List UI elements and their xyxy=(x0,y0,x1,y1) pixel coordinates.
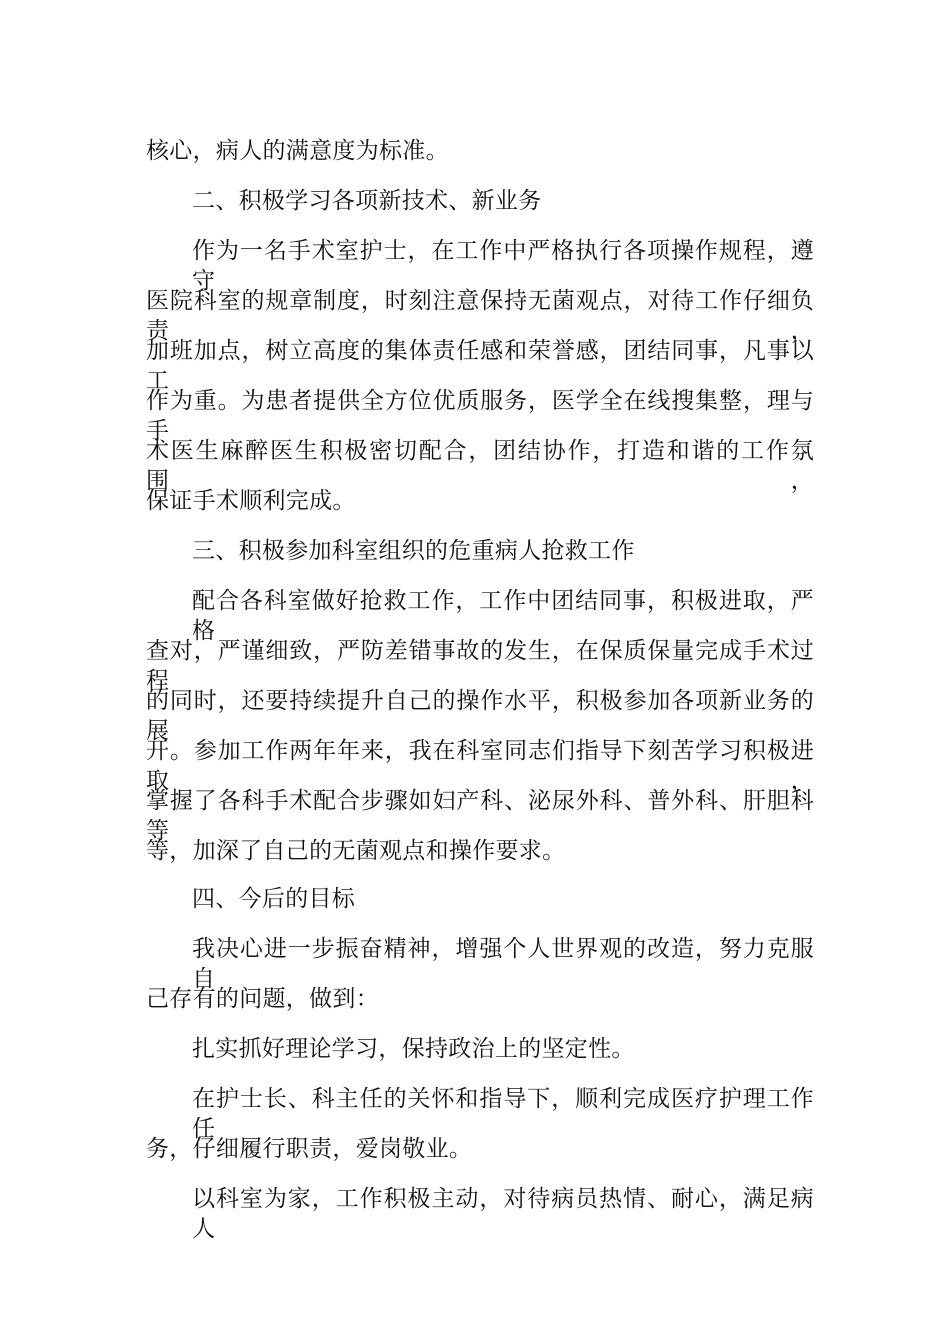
paragraph-line: 己存有的问题，做到： xyxy=(146,986,379,1012)
paragraph-line: 医院科室的规章制度，时刻注意保持无菌观点，对待工作仔细负责， xyxy=(146,288,814,344)
paragraph-line: 务，仔细履行职责，爱岗敬业。 xyxy=(146,1136,473,1162)
paragraph-line: 掌握了各科手术配合步骤如妇产科、泌尿外科、普外科、肝胆科等 xyxy=(146,788,814,844)
paragraph-line: 作为重。为患者提供全方位优质服务，医学全在线搜集整，理与手 xyxy=(146,388,814,444)
paragraph-line: 加班加点，树立高度的集体责任感和荣誉感，团结同事，凡事以工 xyxy=(146,338,814,394)
paragraph-line: 的同时，还要持续提升自己的操作水平，积极参加各项新业务的展 xyxy=(146,688,814,744)
paragraph-line: 我决心进一步振奋精神，增强个人世界观的改造，努力克服自 xyxy=(192,936,814,992)
section-heading: 三、积极参加科室组织的危重病人抢救工作 xyxy=(192,538,635,564)
paragraph-line: 开。参加工作两年年来，我在科室同志们指导下刻苦学习积极进取， xyxy=(146,738,814,794)
paragraph-line: 保证手术顺利完成。 xyxy=(146,488,356,514)
section-heading: 二、积极学习各项新技术、新业务 xyxy=(192,188,542,214)
paragraph-line: 等，加深了自己的无菌观点和操作要求。 xyxy=(146,838,566,864)
paragraph-line: 配合各科室做好抢救工作，工作中团结同事，积极进取，严格 xyxy=(192,588,814,644)
paragraph-line: 核心，病人的满意度为标准。 xyxy=(146,138,449,164)
paragraph-line: 术医生麻醉医生积极密切配合，团结协作，打造和谐的工作氛围， xyxy=(146,438,814,494)
paragraph-line: 在护士长、科主任的关怀和指导下，顺利完成医疗护理工作任 xyxy=(192,1086,814,1142)
section-heading: 四、今后的目标 xyxy=(192,886,356,912)
paragraph-line: 查对，严谨细致，严防差错事故的发生，在保质保量完成手术过程 xyxy=(146,638,814,694)
paragraph-line: 作为一名手术室护士，在工作中严格执行各项操作规程，遵守 xyxy=(192,238,814,294)
paragraph-line: 扎实抓好理论学习，保持政治上的坚定性。 xyxy=(192,1036,635,1062)
paragraph-line: 以科室为家，工作积极主动，对待病员热情、耐心，满足病人 xyxy=(192,1186,814,1242)
